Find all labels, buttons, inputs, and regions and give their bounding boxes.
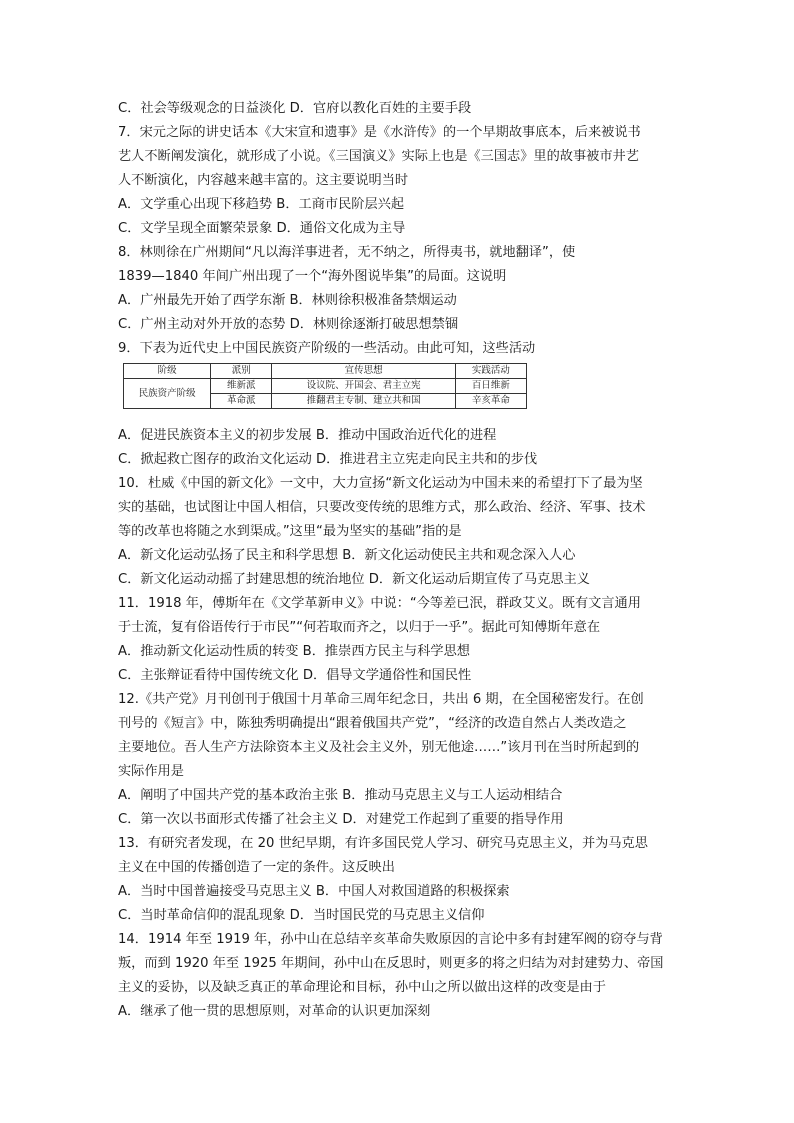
table-cell: 辛亥革命 [455,394,526,409]
text-line: 于士流，复有俗语传行于市民”“何若取而齐之，以归于一乎”。据此可知傅斯年意在 [118,620,601,635]
text-line: 7．宋元之际的讲史话本《大宋宣和遗事》是《水浒传》的一个早期故事底本，后来被说书 [118,125,641,140]
text-line: 1839—1840 年间广州出现了一个“海外图说毕集”的局面。这说明 [118,269,507,284]
text-line: 主义在中国的传播创造了一定的条件。这反映出 [118,860,395,875]
text-line: C．主张辩证看待中国传统文化 D．倡导文学通俗性和国民性 [118,668,472,683]
text-line: A．继承了他一贯的思想原则，对革命的认识更加深刻 [118,1004,431,1019]
table-cell-class: 民族资产阶级 [124,379,211,409]
text-line: 实际作用是 [118,764,184,779]
table-header-cell: 派别 [211,364,272,379]
text-line: A．广州最先开始了西学东渐 B．林则徐积极准备禁烟运动 [118,293,457,308]
text-line: 11．1918 年，傅斯年在《文学革新申义》中说：“今等差已泯，群政艾义。既有文言通用 [118,596,641,611]
text-line: C．社会等级观念的日益淡化 D．官府以教化百姓的主要手段 [118,101,472,116]
text-line: A．推动新文化运动性质的转变 B．推崇西方民主与科学思想 [118,644,470,659]
text-line: 12.《共产党》月刊创刊于俄国十月革命三周年纪念日，共出 6 期，在全国秘密发行。在创 [118,692,644,707]
table-cell: 推翻君主专制、建立共和国 [272,394,455,409]
text-line: 9．下表为近代史上中国民族资产阶级的一些活动。由此可知，这些活动 [118,341,536,356]
table-header-row [124,364,527,379]
text-line: 叛，而到 1920 年至 1925 年期间，孙中山在反思时，则更多的将之归结为对封建势力、帝国 [118,956,664,971]
text-line: 8．林则徐在广州期间“凡以海洋事进者，无不纳之，所得夷书，就地翻译”，使 [118,245,576,260]
text-line: 人不断演化，内容越来越丰富的。这主要说明当时 [118,173,409,188]
text-line: C．广州主动对外开放的态势 D．林则徐逐渐打破思想禁锢 [118,317,459,332]
table-cell: 革命派 [211,394,272,409]
text-line: 主要地位。吾人生产方法除资本主义及社会主义外，别无他途……”该月刊在当时所起到的 [118,740,640,755]
text-line: C．第一次以书面形式传播了社会主义 D．对建党工作起到了重要的指导作用 [118,812,564,827]
text-line: 14．1914 年至 1919 年，孙中山在总结辛亥革命失败原因的言论中多有封建军阀的窃夺与背 [118,932,663,947]
text-line: C．掀起救亡图存的政治文化运动 D．推进君主立宪走向民主共和的步伐 [118,452,538,467]
table-cell: 维新派 [211,379,272,394]
text-line: 刊号的《短言》中，陈独秀明确提出“跟着俄国共产党”，“经济的改造自然占人类改造之 [118,716,627,731]
table-row [124,379,527,394]
activities-table [123,363,527,409]
text-line: C．新文化运动动摇了封建思想的统治地位 D．新文化运动后期宣传了马克思主义 [118,572,590,587]
text-line: 艺人不断阐发演化，就形成了小说。《三国演义》实际上也是《三国志》里的故事被市井艺 [118,149,639,164]
table-cell: 百日维新 [455,379,526,394]
text-line: 10．杜威《中国的新文化》一文中，大力宣扬“新文化运动为中国未来的希望打下了最为坚 [118,476,643,491]
text-line: C．当时革命信仰的混乱现象 D．当时国民党的马克思主义信仰 [118,908,485,923]
text-line: 13．有研究者发现，在 20 世纪早期，有许多国民党人学习、研究马克思主义，并为马克思 [118,836,648,851]
text-line: A．阐明了中国共产党的基本政治主张 B．推动马克思主义与工人运动相结合 [118,788,563,803]
text-line: A．当时中国普遍接受马克思主义 B．中国人对救国道路的积极探索 [118,884,510,899]
text-line: A．促进民族资本主义的初步发展 B．推动中国政治近代化的进程 [118,428,497,443]
text-line: 等的改革也将随之水到渠成。”这里“最为坚实的基础”指的是 [118,524,462,539]
table-header-cell: 实践活动 [455,364,526,379]
text-line: A．新文化运动弘扬了民主和科学思想 B．新文化运动使民主共和观念深入人心 [118,548,576,563]
table-header-cell: 宣传思想 [272,364,455,379]
text-line: 主义的妥协，以及缺乏真正的革命理论和目标，孙中山之所以做出这样的改变是由于 [118,980,606,995]
text-line: 实的基础，也试图让中国人相信，只要改变传统的思维方式，那么政治、经济、军事、技术 [118,500,646,515]
table-cell: 设议院、开国会、君主立宪 [272,379,455,394]
text-line: A．文学重心出现下移趋势 B．工商市民阶层兴起 [118,197,405,212]
table-header-cell: 阶级 [124,364,211,379]
text-line: C．文学呈现全面繁荣景象 D．通俗文化成为主导 [118,221,406,236]
